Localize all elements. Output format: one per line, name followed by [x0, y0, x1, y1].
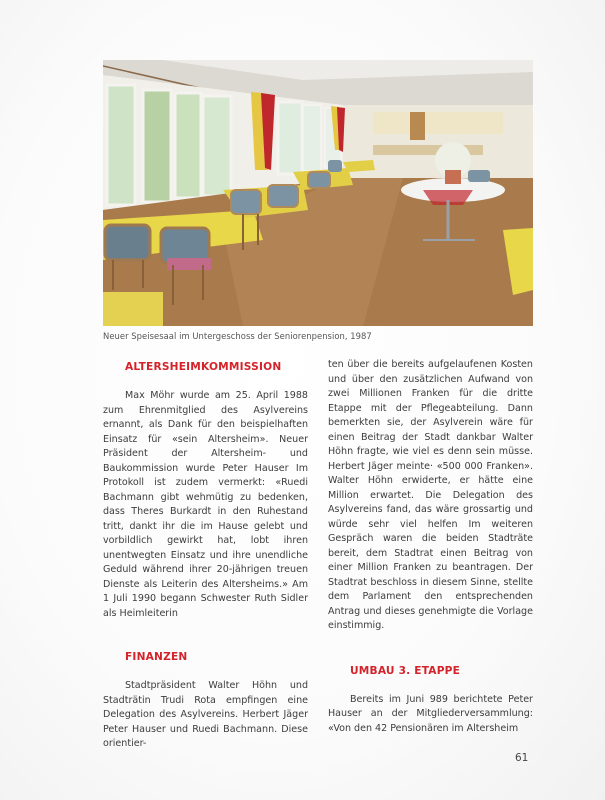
paragraph-finanzen: Stadtpräsident Walter Höhn und Stadträtin Trudi Rota empfingen eine Delegation des Asylvereins. Herbert Jäger Peter Hauser und Ruedi Bachmann. Diese orientier- [103, 680, 308, 749]
paragraph-altersheimkommission: Max Möhr wurde am 25. April 1988 zum Ehrenmitglied des Asylvereins ernannt, als Dank für den beispielhaften Einsatz für «sein Altersheim». Neuer Präsident der Altersheim- und Baukommission wurde Peter Hauser Im Protokoll ist zudem vermerkt: «Ruedi Bachmann gibt wehmütig zu bedenken, dass Theres Burkardt in den Ruhestand tritt, dankt ihr die im Hause gelebt und vorbildlich gewirkt hat, lobt ihren unentwegten Einsatz und ihre unendliche Geduld während ihrer 20-jährigen treuen Dienste als Leiterin des Altersheims.» Am 1 Juli 1990 begann Schwester Ruth Sidler als Heimleiterin [103, 390, 308, 619]
photo-caption: Neuer Speisesaal im Untergeschoss der Seniorenpension, 1987 [103, 331, 372, 341]
section-heading-finanzen: FINANZEN [125, 651, 188, 663]
paragraph-umbau: Bereits im Juni 989 berichtete Peter Hauser an der Mitgliederversammlung: «Von den 42 Pensionären im Altersheim [328, 693, 533, 734]
dining-hall-photo [103, 60, 533, 326]
kitchen-cabinets [373, 112, 503, 134]
paragraph-continuation: ten über die bereits aufgelaufenen Kosten und über den zusätzlichen Aufwand von zwei Millionen Franken für die dritte Etappe mit der Pflegeabteilung. Dann bemerkten sie, der Asylverein wäre für einen Beitrag der Stadt dankbar Walter Höhn fragte, wie viel es denn sein müsse. Herbert Jäger meinte· «500 000 Franken». Walter Höhn erwiderte, er hätte eine Million erwartet. Die Delegation des Asylvereins fand, das wäre grossartig und würde sehr viel helfen Im weiteren Gespräch waren die beiden Stadträte bereit, dem Stadtrat einen Beitrag von einer Million Franken zu beantragen. Der Stadtrat beschloss in diesem Sinne, stellte dem Parlament den entsprechenden Antrag und dieses genehmigte die Vorlage einstimmig. [328, 359, 533, 631]
dining-hall-illustration [103, 60, 533, 326]
right-column [328, 358, 533, 736]
section-heading-umbau: UMBAU 3. ETAPPE [350, 664, 461, 677]
page-number: 61 [515, 752, 529, 764]
left-column [103, 360, 308, 752]
section-heading-altersheimkommission: ALTERSHEIMKOMMISSION [125, 361, 282, 373]
